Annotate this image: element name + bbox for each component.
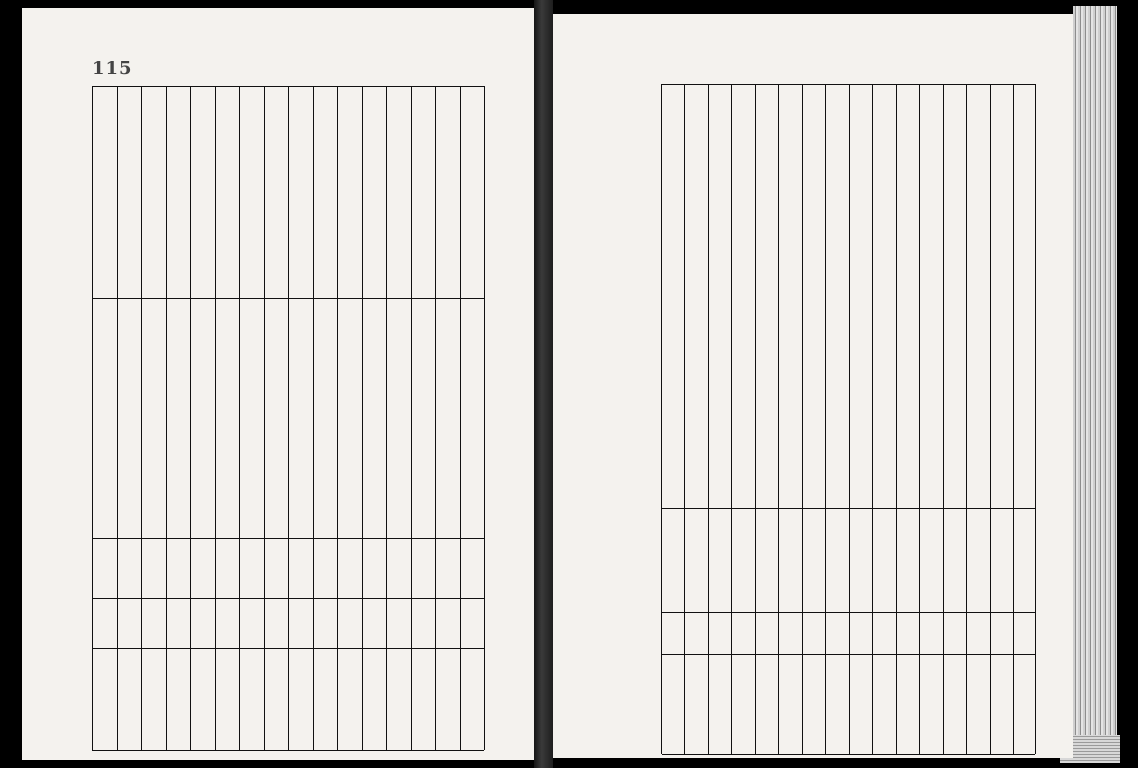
table-rule <box>92 750 484 751</box>
table-rule <box>288 86 289 750</box>
book-gutter <box>534 0 553 768</box>
table-rule <box>662 654 1036 655</box>
table-rule <box>662 754 1036 755</box>
page-number: 115 <box>92 58 133 79</box>
table-rule <box>117 86 118 750</box>
table-rule <box>92 86 93 750</box>
table-rule <box>435 86 436 750</box>
table-rule <box>460 86 461 750</box>
table-rule <box>92 298 484 299</box>
page-edges <box>1073 6 1117 758</box>
table-rule <box>484 86 485 750</box>
table-rule <box>362 86 363 750</box>
table-rule <box>92 648 484 649</box>
table-rule <box>411 86 412 750</box>
table-rule <box>92 538 484 539</box>
table-rule <box>239 86 240 750</box>
table-rule <box>662 612 1036 613</box>
table-rule <box>92 598 484 599</box>
table-rule <box>92 86 484 87</box>
table-rule <box>215 86 216 750</box>
table-rule <box>190 86 191 750</box>
table-rule <box>1035 84 1036 754</box>
table-rule <box>662 508 1036 509</box>
table-rule <box>313 86 314 750</box>
table-rule <box>337 86 338 750</box>
table-rule <box>264 86 265 750</box>
table-rule <box>166 86 167 750</box>
table-rule <box>386 86 387 750</box>
right-page <box>553 14 1073 758</box>
left-page <box>22 8 534 760</box>
table-rule <box>141 86 142 750</box>
table-rule <box>662 84 1036 85</box>
